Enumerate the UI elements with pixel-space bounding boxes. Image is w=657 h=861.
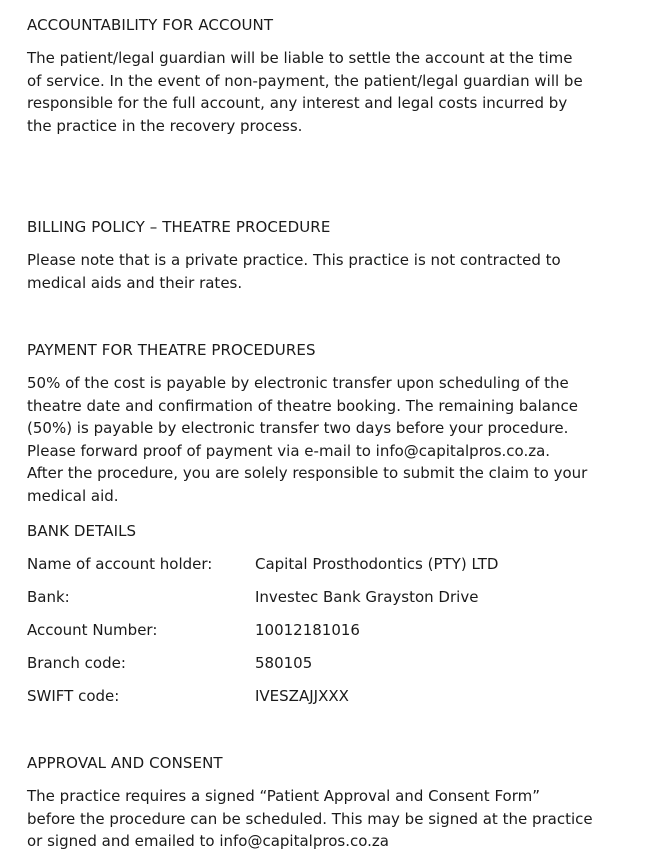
text-line: the practice in the recovery process. xyxy=(27,116,303,135)
paragraph-approval xyxy=(27,785,593,853)
text-line: medical aid. xyxy=(27,486,119,505)
text-line: (50%) is payable by electronic transfer two days before your procedure. xyxy=(27,419,569,438)
bank-value: 10012181016 xyxy=(255,621,360,639)
text-line: responsible for the full account, any interest and legal costs incurred by xyxy=(27,94,568,113)
section-heading-approval: APPROVAL AND CONSENT xyxy=(27,754,223,772)
bank-row-swift-code xyxy=(27,685,637,707)
bank-row-account-holder xyxy=(27,553,637,575)
bank-label: SWIFT code: xyxy=(27,687,120,705)
text-line: or signed and emailed to info@capitalpros.co.za xyxy=(27,832,389,851)
paragraph-accountability xyxy=(27,47,583,137)
bank-label: Branch code: xyxy=(27,654,126,672)
bank-value: 580105 xyxy=(255,654,313,672)
text-line: of service. In the event of non-payment, the patient/legal guardian will be xyxy=(27,71,583,90)
paragraph-payment xyxy=(27,372,587,508)
section-heading-billing-policy: BILLING POLICY – THEATRE PROCEDURE xyxy=(27,218,331,236)
section-heading-payment: PAYMENT FOR THEATRE PROCEDURES xyxy=(27,341,316,359)
bank-value: Capital Prosthodontics (PTY) LTD xyxy=(255,555,499,573)
text-line: After the procedure, you are solely responsible to submit the claim to your xyxy=(27,464,588,483)
paragraph-billing-policy xyxy=(27,249,561,294)
section-heading-accountability: ACCOUNTABILITY FOR ACCOUNT xyxy=(27,16,274,34)
bank-label: Name of account holder: xyxy=(27,555,213,573)
bank-label: Account Number: xyxy=(27,621,158,639)
text-line: before the procedure can be scheduled. This may be signed at the practice xyxy=(27,809,593,828)
bank-row-branch-code xyxy=(27,652,637,674)
bank-row-account-number xyxy=(27,619,637,641)
text-line: 50% of the cost is payable by electronic transfer upon scheduling of the xyxy=(27,374,569,392)
text-line: medical aids and their rates. xyxy=(27,273,243,292)
bank-label: Bank: xyxy=(27,588,70,606)
text-line: theatre date and confirmation of theatre booking. The remaining balance xyxy=(27,396,578,415)
text-line: Please note that is a private practice. This practice is not contracted to xyxy=(27,251,561,269)
bank-value: IVESZAJJXXX xyxy=(255,687,349,705)
bank-row-bank xyxy=(27,586,637,608)
text-line: The practice requires a signed “Patient Approval and Consent Form” xyxy=(27,787,541,805)
section-heading-bank-details: BANK DETAILS xyxy=(27,522,137,540)
text-line: Please forward proof of payment via e-mail to info@capitalpros.co.za. xyxy=(27,441,551,460)
text-line: The patient/legal guardian will be liable to settle the account at the time xyxy=(27,49,573,67)
bank-value: Investec Bank Grayston Drive xyxy=(255,588,479,606)
